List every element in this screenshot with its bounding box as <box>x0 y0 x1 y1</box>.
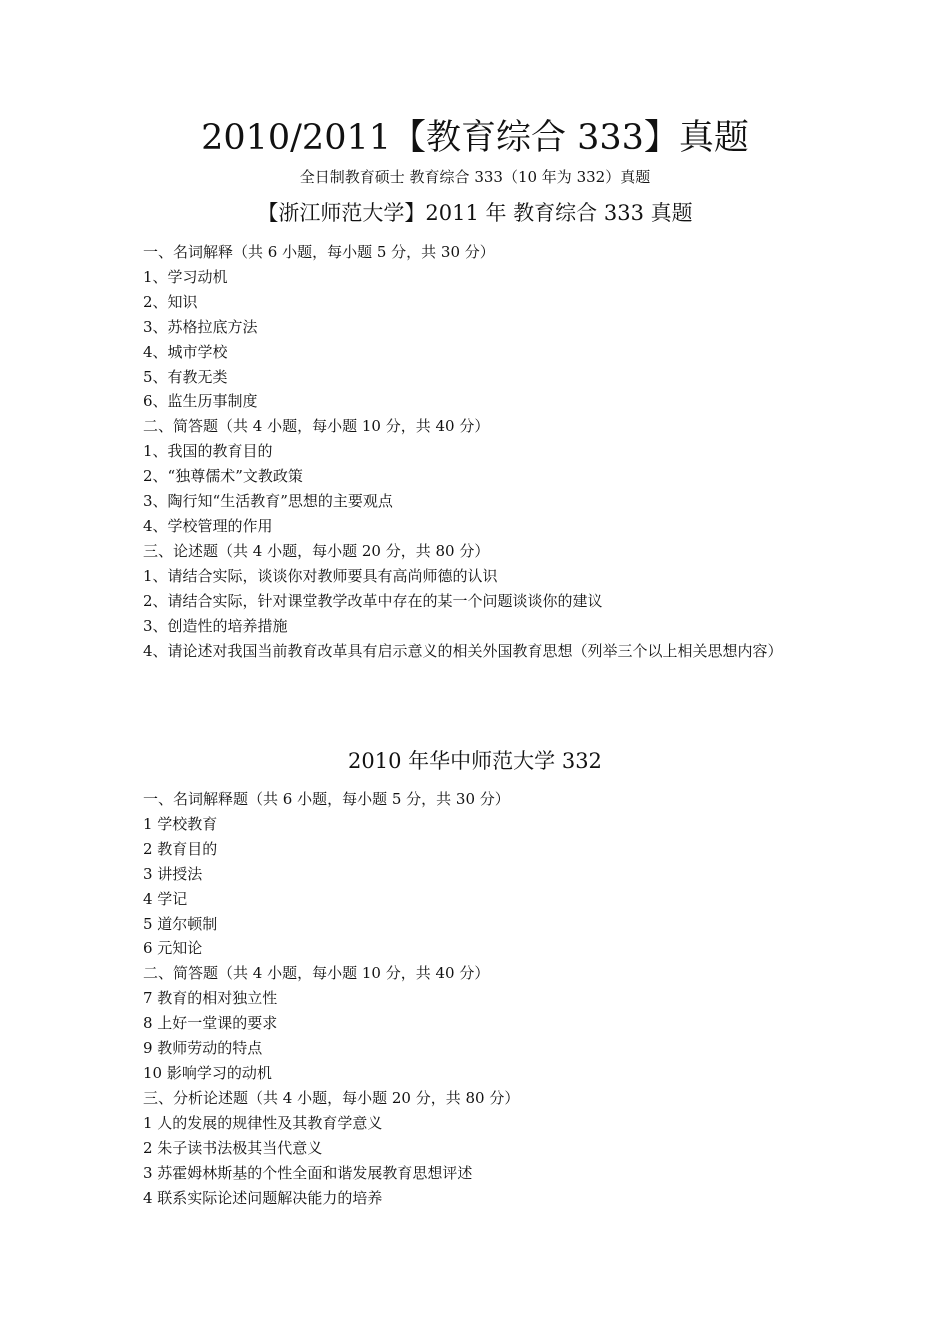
section2-line: 一、名词解释题（共 6 小题，每小题 5 分，共 30 分） <box>143 790 510 808</box>
section2-line: 2 教育目的 <box>143 839 218 858</box>
section-1-question-list <box>143 240 823 663</box>
section2-line: 9 教师劳动的特点 <box>143 1039 263 1058</box>
section1-line: 2、知识 <box>143 292 198 311</box>
section2-line: 10 影响学习的动机 <box>143 1063 272 1082</box>
section1-line: 4、城市学校 <box>143 342 228 361</box>
section2-line: 2 朱子读书法极其当代意义 <box>143 1138 323 1157</box>
section1-line: 2、“独尊儒术”文教政策 <box>143 467 303 486</box>
section2-line: 1 学校教育 <box>143 814 218 833</box>
section2-line: 3 苏霍姆林斯基的个性全面和谐发展教育思想评述 <box>143 1163 473 1182</box>
section2-line: 4 学记 <box>143 889 188 908</box>
section2-line: 3 讲授法 <box>143 864 203 883</box>
section1-line: 1、学习动机 <box>143 267 228 286</box>
section1-line: 5、有教无类 <box>143 367 228 386</box>
section2-line: 1 人的发展的规律性及其教育学意义 <box>143 1113 383 1132</box>
document-subtitle: 全日制教育硕士 教育综合 333（10 年为 332）真题 <box>299 168 651 186</box>
section2-line: 7 教育的相对独立性 <box>143 989 278 1008</box>
section2-line: 5 道尔顿制 <box>143 914 218 933</box>
section1-line: 3、陶行知“生活教育”思想的主要观点 <box>143 492 393 511</box>
section1-line: 一、名词解释（共 6 小题，每小题 5 分，共 30 分） <box>143 243 495 261</box>
section1-line: 1、我国的教育目的 <box>143 442 273 461</box>
section1-line: 4、学校管理的作用 <box>143 516 273 535</box>
section1-line: 3、苏格拉底方法 <box>143 317 258 336</box>
section1-line: 6、监生历事制度 <box>143 392 258 411</box>
section-1-heading: 【浙江师范大学】2011 年 教育综合 333 真题 <box>257 201 693 225</box>
section1-line: 三、论述题（共 4 小题，每小题 20 分，共 80 分） <box>143 541 490 560</box>
section2-line: 4 联系实际论述问题解决能力的培养 <box>143 1188 383 1207</box>
section2-line: 二、简答题（共 4 小题，每小题 10 分，共 40 分） <box>143 964 490 983</box>
section2-line: 8 上好一堂课的要求 <box>143 1014 278 1033</box>
section1-line: 2、请结合实际，针对课堂教学改革中存在的某一个问题谈谈你的建议 <box>143 591 603 610</box>
section1-line: 二、简答题（共 4 小题，每小题 10 分，共 40 分） <box>143 417 490 436</box>
section-2-question-list <box>143 787 823 1210</box>
section-2-heading: 2010 年华中师范大学 332 <box>348 749 602 773</box>
section1-line: 4、请论述对我国当前教育改革具有启示意义的相关外国教育思想（列举三个以上相关思想内容） <box>143 641 783 660</box>
section2-line: 6 元知论 <box>143 939 203 958</box>
section2-line: 三、分析论述题（共 4 小题，每小题 20 分，共 80 分） <box>143 1088 520 1107</box>
document-title: 2010/2011【教育综合 333】真题 <box>201 118 749 158</box>
section1-line: 3、创造性的培养措施 <box>143 616 288 635</box>
section1-line: 1、请结合实际，谈谈你对教师要具有高尚师德的认识 <box>143 566 498 585</box>
